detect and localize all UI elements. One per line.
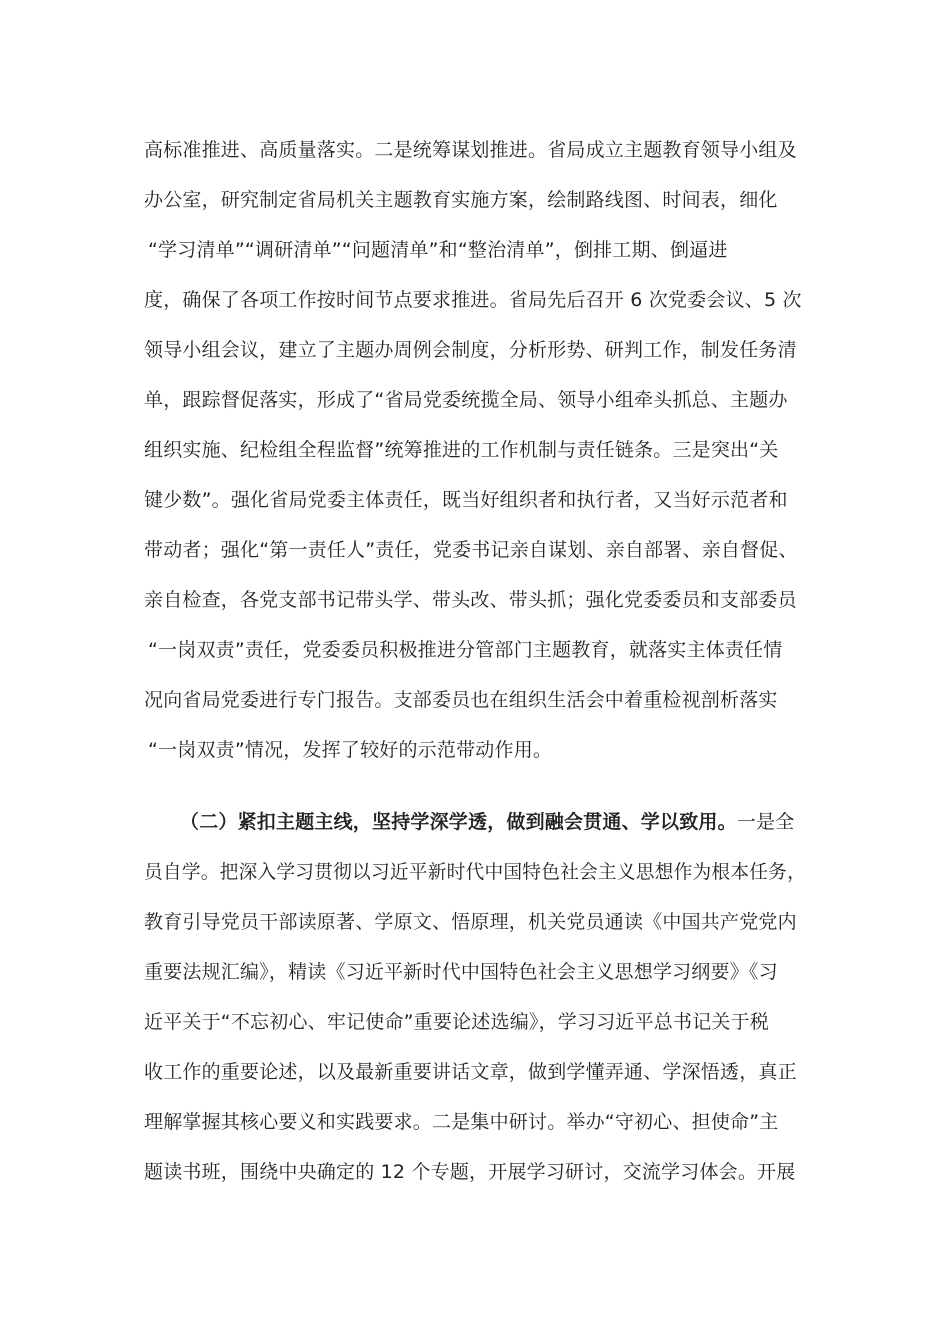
paragraph-1-line-6: 单，跟踪督促落实，形成了“省局党委统揽全局、领导小组牵头抓总、主题办: [144, 389, 788, 411]
paragraph-1-line-1: 高标准推进、高质量落实。二是统筹谋划推进。省局成立主题教育领导小组及: [144, 139, 797, 161]
paragraph-1-line-11: “一岗双责”责任，党委委员积极推进分管部门主题教育，就落实主体责任情: [148, 639, 783, 661]
paragraph-1-line-13: “一岗双责”情况，发挥了较好的示范带动作用。: [148, 739, 553, 761]
paragraph-2-line-6: 收工作的重要论述，以及最新重要讲话文章，做到学懂弄通、学深悟透，真正: [144, 1061, 797, 1083]
section-heading-continuation: 一是全: [736, 811, 795, 833]
paragraph-1-line-10: 亲自检查，各党支部书记带头学、带头改、带头抓；强化党委委员和支部委员: [144, 589, 797, 611]
paragraph-2-line-4: 重要法规汇编》，精读《习近平新时代中国特色社会主义思想学习纲要》《习: [144, 961, 778, 983]
paragraph-1-line-5: 领导小组会议，建立了主题办周例会制度，分析形势、研判工作，制发任务清: [144, 339, 797, 361]
section-heading: （二）紧扣主题主线，坚持学深学透，做到融会贯通、学以致用。: [180, 811, 737, 833]
paragraph-2-line-1: [180, 809, 806, 835]
paragraph-2-line-5: 近平关于“不忘初心、牢记使命”重要论述选编》，学习习近平总书记关于税: [144, 1011, 769, 1033]
paragraph-2-line-8: 题读书班，围绕中央确定的 12 个专题，开展学习研讨，交流学习体会。开展: [144, 1161, 796, 1183]
paragraph-2-line-2: 员自学。把深入学习贯彻以习近平新时代中国特色社会主义思想作为根本任务，: [144, 861, 807, 883]
paragraph-1-line-8: 键少数”。强化省局党委主体责任，既当好组织者和执行者，又当好示范者和: [144, 489, 788, 511]
paragraph-1-line-4: 度，确保了各项工作按时间节点要求推进。省局先后召开 6 次党委会议、5 次: [144, 289, 802, 311]
paragraph-2-line-3: 教育引导党员干部读原著、学原文、悟原理，机关党员通读《中国共产党党内: [144, 911, 797, 933]
paragraph-1-line-2: 办公室，研究制定省局机关主题教育实施方案，绘制路线图、时间表，细化: [144, 189, 778, 211]
paragraph-1-line-7: 组织实施、纪检组全程监督”统筹推进的工作机制与责任链条。三是突出“关: [144, 439, 779, 461]
paragraph-1-line-3: “学习清单”“调研清单”“问题清单”和“整治清单”，倒排工期、倒逼进: [148, 239, 728, 261]
paragraph-1-line-12: 况向省局党委进行专门报告。支部委员也在组织生活会中着重检视剖析落实: [144, 689, 778, 711]
paragraph-2-line-7: 理解掌握其核心要义和实践要求。二是集中研讨。举办“守初心、担使命”主: [144, 1111, 779, 1133]
paragraph-1-line-9: 带动者；强化“第一责任人”责任，党委书记亲自谋划、亲自部署、亲自督促、: [144, 539, 798, 561]
